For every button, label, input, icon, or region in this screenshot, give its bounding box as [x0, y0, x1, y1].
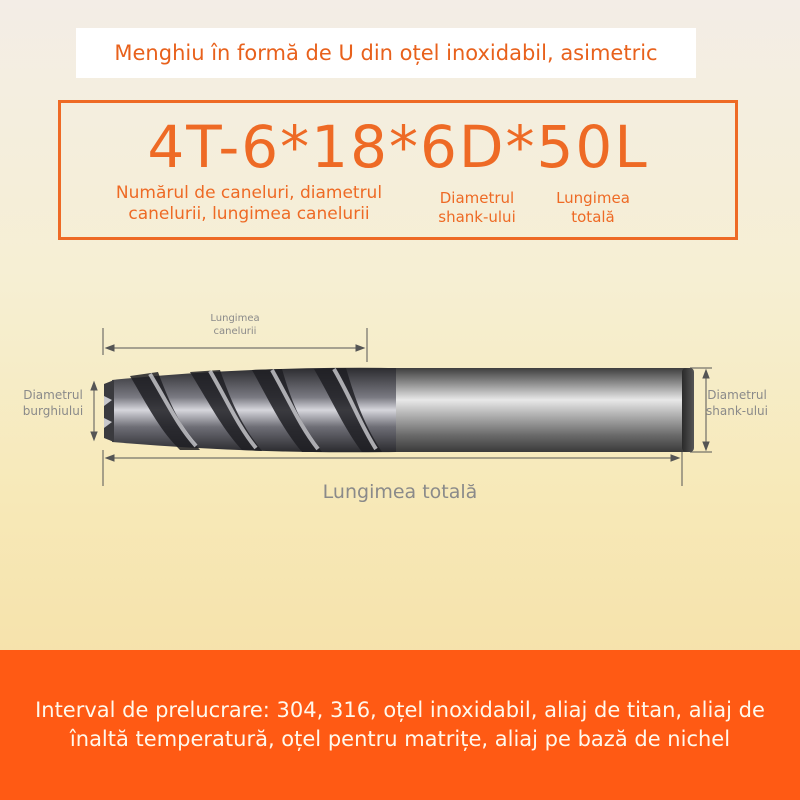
flute-length-label: Lungimea canelurii: [210, 313, 260, 337]
title-banner: [76, 28, 696, 78]
spec-box: [58, 100, 738, 240]
processing-range-text: Interval de prelucrare: 304, 316, oțel inoxidabil, aliaj de titan, aliaj de înaltă temperatură, oțel pentru matrițe, aliaj pe bază de nichel: [35, 697, 765, 751]
spec-code: 4T-6*18*6D*50L: [147, 113, 649, 181]
cutting-flutes: [104, 368, 396, 453]
length-spec-label: Lungimea totală: [556, 189, 630, 226]
processing-range-banner: [0, 650, 800, 800]
shank: [396, 368, 694, 452]
total-length-label: Lungimea totală: [322, 481, 478, 503]
product-title: Menghiu în formă de U din oțel inoxidabil, asimetric: [114, 41, 658, 65]
shank-diameter-label: Diametrul shank-ului: [706, 388, 768, 418]
flute-spec-label: Numărul de caneluri, diametrul canelurii, lungimea canelurii: [115, 183, 383, 225]
end-mill-illustration: [0, 300, 800, 510]
drill-diameter-label: Diametrul burghiului: [22, 388, 84, 418]
shank-spec-label: Diametrul shank-ului: [438, 189, 516, 226]
end-mill-diagram: [0, 300, 800, 510]
